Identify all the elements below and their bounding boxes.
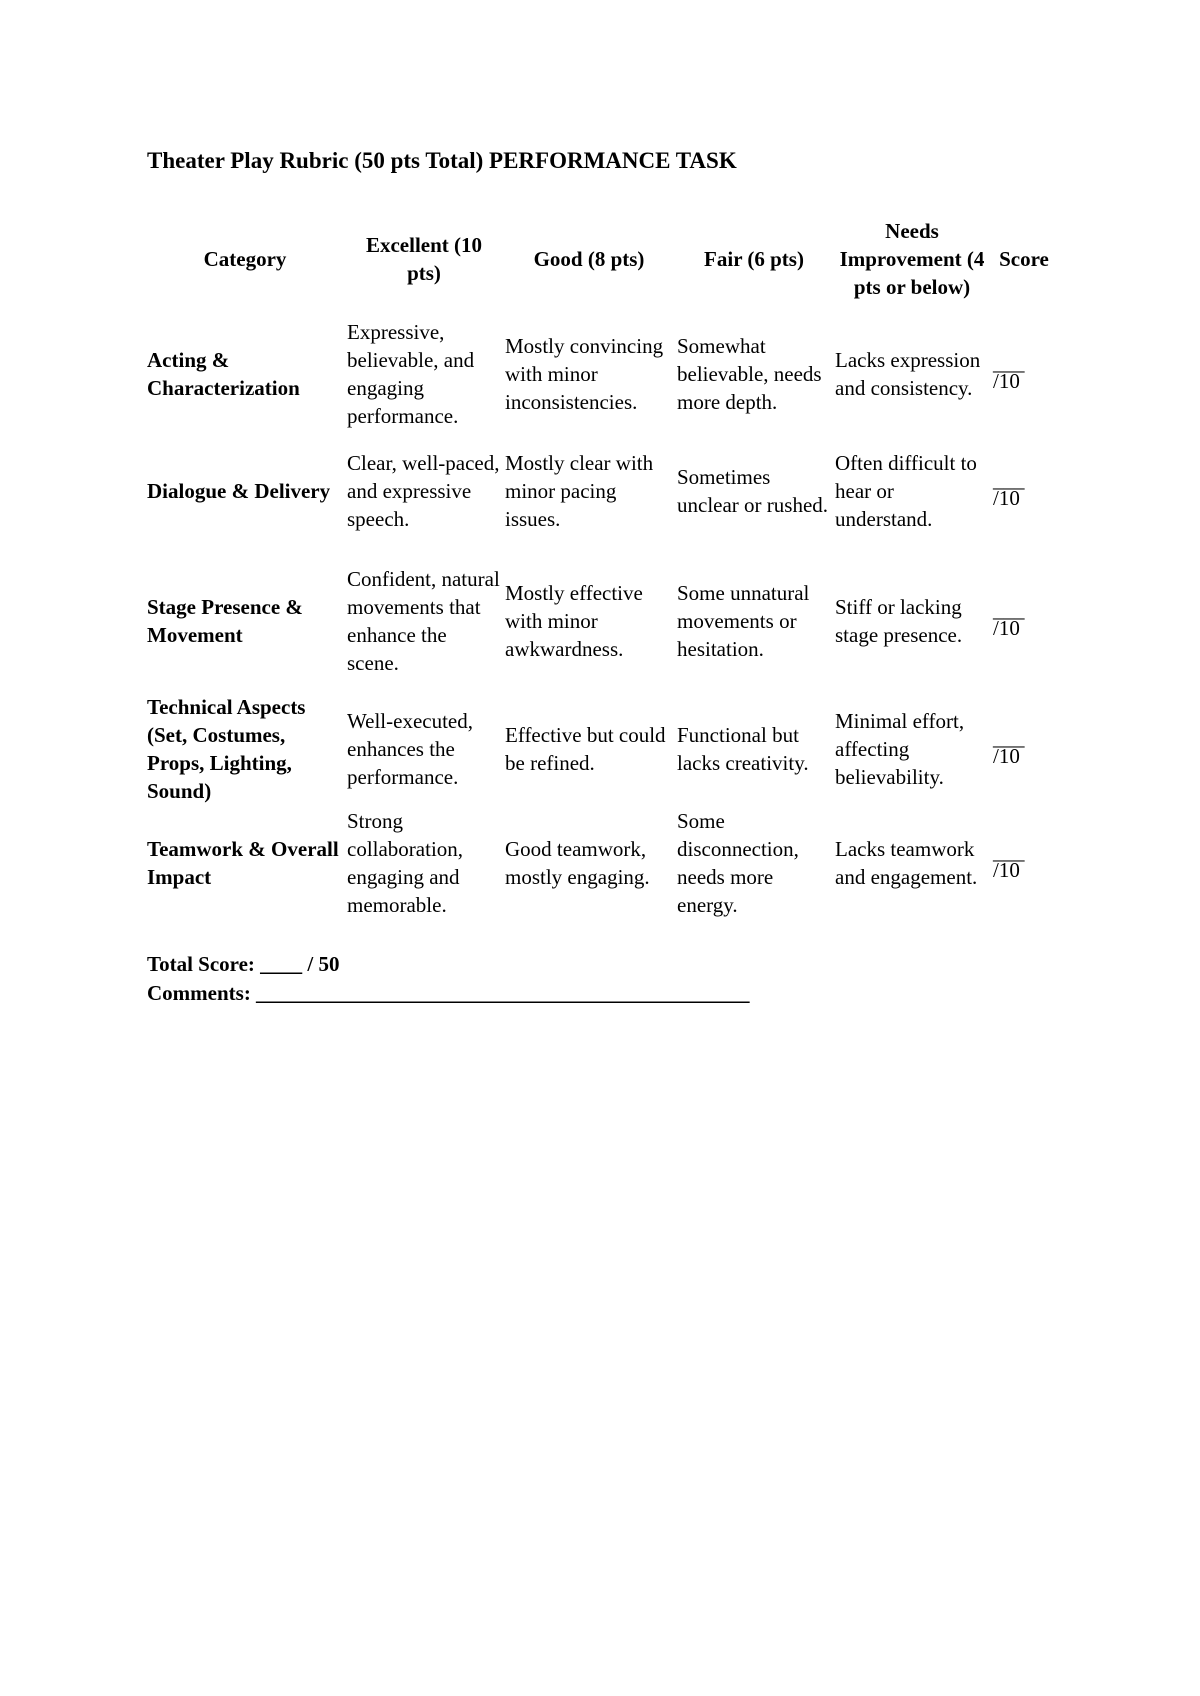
header-fair: Fair (6 pts) <box>704 247 804 271</box>
category-cell: Acting & Characterization <box>147 347 300 400</box>
score-summary <box>147 950 750 1008</box>
table-row <box>145 432 1057 549</box>
header-needs-improvement: Needs Improvement (4 pts or below) <box>839 219 985 299</box>
needs-improvement-cell: Lacks expression and consistency. <box>835 347 981 400</box>
fair-cell: Some disconnection, needs more energy. <box>677 808 799 917</box>
fair-cell: Some unnatural movements or hesitation. <box>677 580 810 661</box>
excellent-cell: Clear, well-paced, and expressive speech. <box>347 450 500 531</box>
category-cell: Teamwork & Overall Impact <box>147 836 339 889</box>
excellent-cell: Expressive, believable, and engaging performance. <box>347 319 475 428</box>
header-score: Score <box>999 247 1049 271</box>
score-value: /10 <box>993 368 1020 393</box>
score-value: /10 <box>993 743 1020 768</box>
comments-line: Comments: _______________________________________________ <box>147 981 750 1005</box>
score-cell <box>991 315 1057 432</box>
category-cell: Stage Presence & Movement <box>147 594 303 647</box>
score-cell <box>991 432 1057 549</box>
score-blank: ___ <box>993 725 1025 750</box>
good-cell: Good teamwork, mostly engaging. <box>505 836 650 889</box>
table-row <box>145 805 1057 920</box>
excellent-cell: Strong collaboration, engaging and memorable. <box>347 808 464 917</box>
good-cell: Effective but could be refined. <box>505 722 666 775</box>
score-value: /10 <box>993 857 1020 882</box>
fair-cell: Functional but lacks creativity. <box>677 722 809 775</box>
needs-improvement-cell: Lacks teamwork and engagement. <box>835 836 978 889</box>
total-score-line: Total Score: ____ / 50 <box>147 952 340 976</box>
table-header-row <box>145 203 1057 315</box>
document-title: Theater Play Rubric (50 pts Total) PERFORMANCE TASK <box>147 148 737 173</box>
score-cell <box>991 692 1057 805</box>
score-cell <box>991 805 1057 920</box>
header-category: Category <box>203 247 287 271</box>
table-row <box>145 315 1057 432</box>
table-row <box>145 549 1057 692</box>
table-row <box>145 692 1057 805</box>
score-blank: ___ <box>993 597 1025 622</box>
good-cell: Mostly convincing with minor inconsistencies. <box>505 333 664 414</box>
needs-improvement-cell: Stiff or lacking stage presence. <box>835 594 963 647</box>
score-value: /10 <box>993 615 1020 640</box>
header-good: Good (8 pts) <box>533 247 645 271</box>
good-cell: Mostly effective with minor awkwardness. <box>505 580 643 661</box>
rubric-table <box>145 203 1057 920</box>
category-cell: Dialogue & Delivery <box>147 478 331 503</box>
fair-cell: Sometimes unclear or rushed. <box>677 464 829 517</box>
needs-improvement-cell: Often difficult to hear or understand. <box>835 450 977 531</box>
excellent-cell: Well-executed, enhances the performance. <box>347 708 473 789</box>
score-blank: ___ <box>993 839 1025 864</box>
score-blank: ___ <box>993 350 1025 375</box>
excellent-cell: Confident, natural movements that enhance the scene. <box>347 566 500 675</box>
fair-cell: Somewhat believable, needs more depth. <box>677 333 822 414</box>
needs-improvement-cell: Minimal effort, affecting believability. <box>835 708 965 789</box>
score-blank: ___ <box>993 467 1025 492</box>
category-cell: Technical Aspects (Set, Costumes, Props, Lighting, Sound) <box>147 694 306 803</box>
header-excellent: Excellent (10 pts) <box>365 233 483 285</box>
score-value: /10 <box>993 485 1020 510</box>
score-cell <box>991 549 1057 692</box>
good-cell: Mostly clear with minor pacing issues. <box>505 450 654 531</box>
